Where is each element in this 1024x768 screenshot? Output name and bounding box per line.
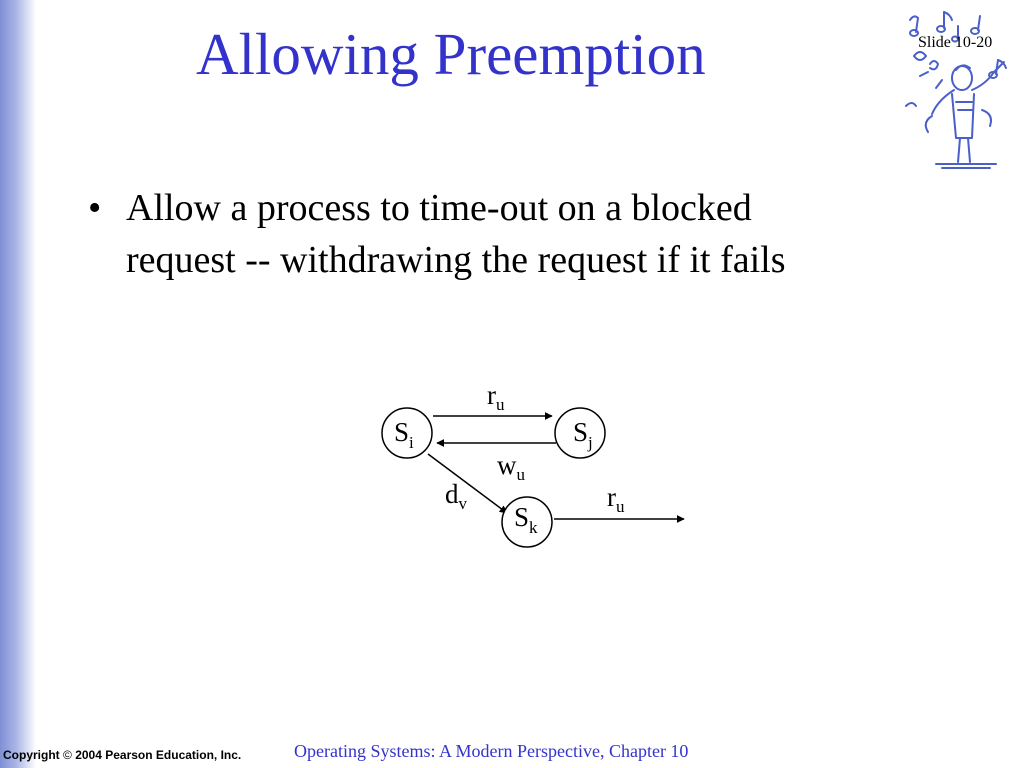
bullet-symbol: • (88, 187, 102, 229)
bullet-line-2: request -- withdrawing the request if it fails (126, 239, 786, 281)
node-sk-sub: k (529, 518, 538, 537)
edge-label-si-sk: $d_v$ (445, 479, 467, 513)
node-sj (555, 408, 605, 458)
copyright-prefix: Copyright (3, 748, 60, 762)
edge-si-to-sk (428, 454, 507, 513)
node-sk (502, 497, 552, 547)
node-si-base: S (394, 417, 410, 447)
node-si (382, 408, 432, 458)
edge-label-si-sj: $r_u$ (487, 380, 505, 414)
node-sj-sub: j (588, 433, 593, 452)
node-si-sub: i (409, 433, 414, 452)
slide-number: Slide 10-20 (918, 34, 993, 51)
footer-book-title: Operating Systems: A Modern Perspective, Chapter 10 (294, 741, 689, 761)
footer-copyright (3, 748, 241, 762)
copyright-symbol: © (63, 748, 72, 762)
bullet-line-1: Allow a process to time-out on a blocked (126, 187, 752, 229)
copyright-suffix: 2004 Pearson Education, Inc. (75, 748, 242, 762)
slide-title: Allowing Preemption (196, 21, 706, 87)
node-sj-base: S (573, 417, 589, 447)
musician-logo-icon (896, 6, 1024, 174)
node-sk-base: S (514, 502, 530, 532)
edge-label-sj-si: $w_u$ (497, 450, 525, 484)
edge-label-sk-out: $r_u$ (607, 482, 625, 516)
